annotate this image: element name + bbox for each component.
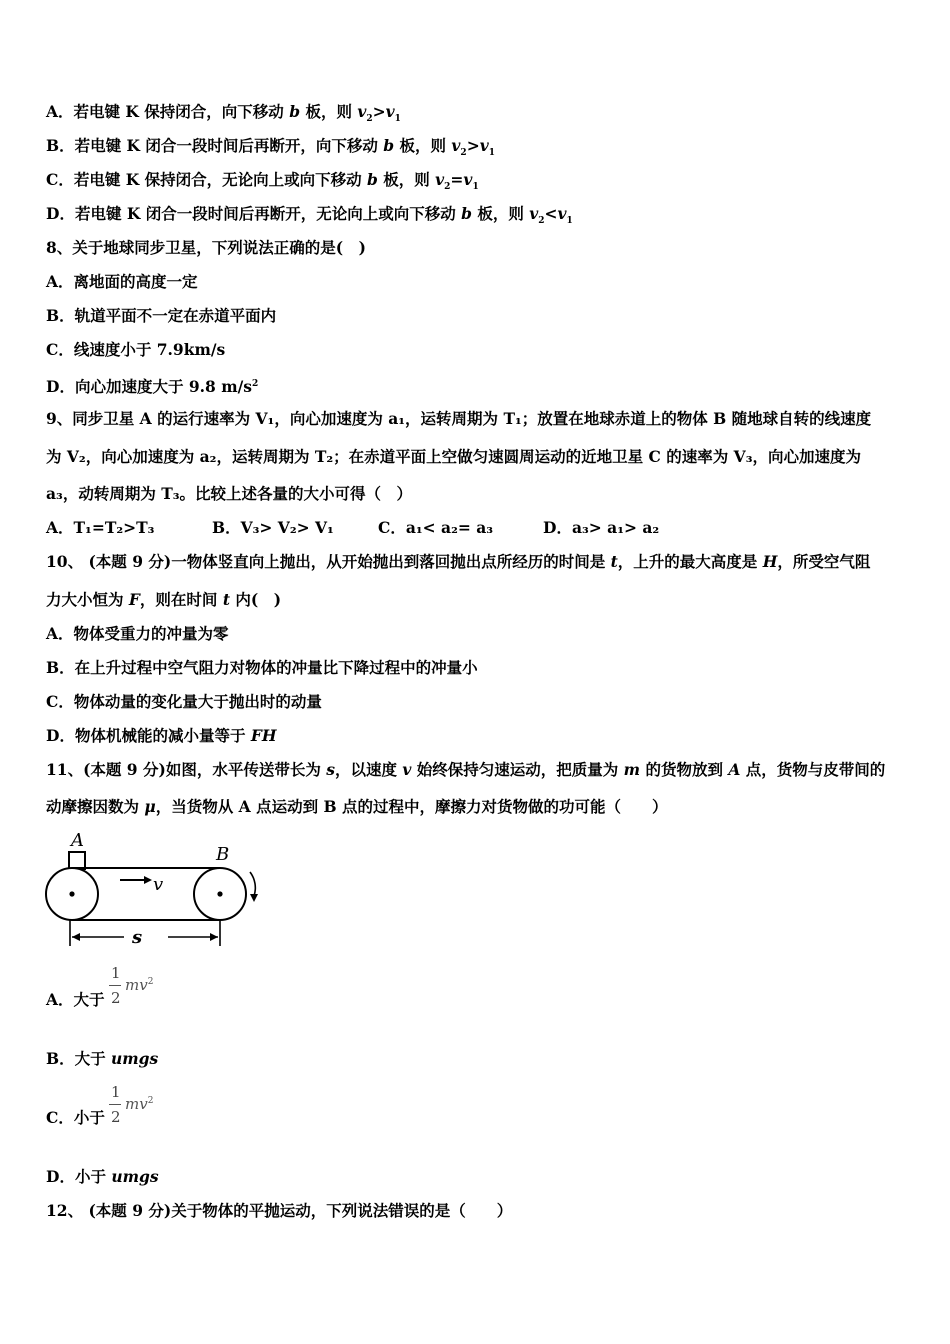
q8-option-d: D．向心加速度大于 9.8 $m/s^2$ [46, 377, 259, 397]
fraction-half-mv2-a: 1 2 $mv^2$ [111, 964, 154, 1007]
q9-option-b: B．V₃> V₂> V₁ [212, 518, 334, 537]
figure-label-s: s [132, 927, 143, 948]
rotation-arrow-icon [250, 872, 255, 896]
right-axle [217, 891, 222, 896]
q11-option-d: D．小于 umgs [46, 1167, 159, 1186]
left-axle [69, 891, 74, 896]
q8-option-b: B．轨道平面不一定在赤道平面内 [46, 306, 277, 325]
velocity-arrowhead [144, 876, 152, 884]
q7-option-a: A．若电键 K 保持闭合，向下移动 b 板，则 $v_2>v_1$ [46, 102, 401, 125]
cargo-block [69, 852, 85, 869]
fraction-half-mv2-c: 1 2 $mv^2$ [111, 1083, 154, 1126]
figure-label-a: A [71, 830, 84, 851]
figure-label-v: v [153, 874, 164, 895]
q9-option-c: C．a₁< a₂= a₃ [378, 518, 494, 537]
dimension-arrowhead-left [72, 933, 80, 941]
q8-option-a: A．离地面的高度一定 [46, 272, 198, 291]
q9-option-d: D．a₃> a₁> a₂ [543, 518, 660, 537]
q7-option-d: D．若电键 K 闭合一段时间后再断开，无论向上或向下移动 b 板，则 $v_2<v_1$ [46, 204, 573, 227]
conveyor-belt-figure [40, 828, 270, 950]
q11-option-c: C．小于 [46, 1108, 105, 1127]
q10-stem-line2: 力大小恒为 F，则在时间 t 内( ) [46, 590, 282, 609]
q10-stem-line1: 10、 (本题 9 分)一物体竖直向上抛出，从开始抛出到落回抛出点所经历的时间是 t，上升的最大高度是 H，所受空气阻 [46, 552, 871, 571]
q10-option-d: D．物体机械能的减小量等于 FH [46, 726, 277, 745]
dimension-arrowhead-right [210, 933, 218, 941]
rotation-arrowhead [250, 894, 258, 902]
q8-option-c: C．线速度小于 7.9km/s [46, 340, 226, 359]
figure-label-b: B [216, 844, 230, 865]
q11-stem-line1: 11、(本题 9 分)如图，水平传送带长为 s，以速度 v 始终保持匀速运动，把质量为 m 的货物放到 A 点，货物与皮带间的 [46, 760, 886, 779]
q11-option-b: B．大于 umgs [46, 1049, 159, 1068]
q10-option-a: A．物体受重力的冲量为零 [46, 624, 229, 643]
q7-option-c: C．若电键 K 保持闭合，无论向上或向下移动 b 板，则 $v_2=v_1$ [46, 170, 479, 193]
q10-option-b: B．在上升过程中空气阻力对物体的冲量比下降过程中的冲量小 [46, 658, 478, 677]
q9-stem-line3: a₃，动转周期为 T₃。比较上述各量的大小可得（ ） [46, 484, 413, 503]
q12-stem: 12、 (本题 9 分)关于物体的平抛运动，下列说法错误的是（ ） [46, 1201, 513, 1220]
q11-stem-line2: 动摩擦因数为 μ，当货物从 A 点运动到 B 点的过程中，摩擦力对货物做的功可能（ ） [46, 797, 668, 816]
q9-option-a: A．T₁=T₂>T₃ [46, 518, 155, 537]
q7-option-b: B．若电键 K 闭合一段时间后再断开，向下移动 b 板，则 $v_2>v_1$ [46, 136, 495, 159]
q9-stem-line2: 为 V₂，向心加速度为 a₂，运转周期为 T₂；在赤道平面上空做匀速圆周运动的近地卫星 C 的速率为 V₃，向心加速度为 [46, 447, 862, 466]
q11-option-a: A．大于 [46, 990, 105, 1009]
q10-option-c: C．物体动量的变化量大于抛出时的动量 [46, 692, 322, 711]
q8-stem: 8、关于地球同步卫星，下列说法正确的是( ) [46, 238, 366, 257]
q9-stem-line1: 9、同步卫星 A 的运行速率为 V₁，向心加速度为 a₁，运转周期为 T₁；放置在地球赤道上的物体 B 随地球自转的线速度 [46, 409, 872, 428]
